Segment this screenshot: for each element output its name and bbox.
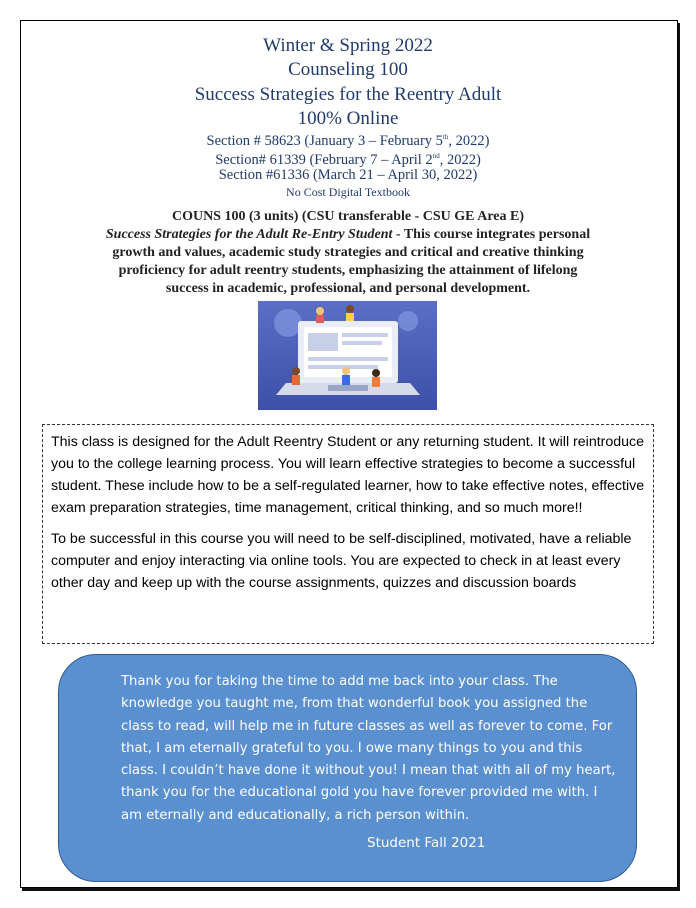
course-title: Counseling 100 bbox=[288, 59, 408, 80]
term-title: Winter & Spring 2022 bbox=[263, 35, 433, 56]
info-paragraph-2: To be successful in this course you will need to be self-disciplined, motivated, have a reliable computer and enjoy interacting via online tools. You are expected to check in at least every other day and keep up with the course assignments, quizzes and discussion boards bbox=[51, 531, 632, 591]
section-line: Section # 58623 (January 3 – February 5th, 2022) bbox=[206, 132, 490, 149]
description-body: Success Strategies for the Adult Re-Entry Student - This course integrates personal growth and values, academic study strategies and critical and creative thinking proficiency for adult reentry students, emphasizing the attainment of lifelong success in academic, professional, and personal development. bbox=[105, 227, 591, 296]
testimonial-signature: Student Fall 2021 bbox=[367, 835, 486, 851]
course-description bbox=[100, 208, 596, 298]
student-testimonial bbox=[58, 654, 637, 882]
course-info-box bbox=[42, 424, 654, 644]
description-italic-title: Success Strategies for the Adult Re-Entry Student bbox=[105, 227, 393, 242]
description-heading: COUNS 100 (3 units) (CSU transferable - CSU GE Area E) bbox=[171, 209, 525, 224]
course-subtitle: Success Strategies for the Reentry Adult bbox=[194, 84, 502, 105]
section-line: Section# 61339 (February 7 – April 2nd, 2022) bbox=[215, 151, 481, 168]
laptop-people-icon bbox=[258, 301, 437, 410]
section-line: Section #61336 (March 21 – April 30, 2022) bbox=[218, 167, 478, 183]
testimonial-text: Thank you for taking the time to add me back into your class. The knowledge you taught me, from that wonderful book you assigned the class to read, will help me in future classes as well as forever to come. For that, I am eternally grateful to you. I owe many things to you and this class. I couldn’t have done it without you! I mean that with all of my heart, thank you for the educational gold you have forever provided me with. I am eternally and educationally, a rich person within. bbox=[121, 674, 616, 823]
delivery-mode: 100% Online bbox=[297, 108, 399, 129]
info-paragraph-1: This class is designed for the Adult Reentry Student or any returning student. It will reintroduce you to the college learning process. You will learn effective strategies to become a successful student. These include how to be a self-regulated learner, how to take effective notes, effective exam preparation strategies, time management, critical thinking, and so much more!! bbox=[51, 434, 645, 516]
textbook-note: No Cost Digital Textbook bbox=[286, 185, 410, 199]
online-learning-illustration bbox=[258, 301, 437, 410]
